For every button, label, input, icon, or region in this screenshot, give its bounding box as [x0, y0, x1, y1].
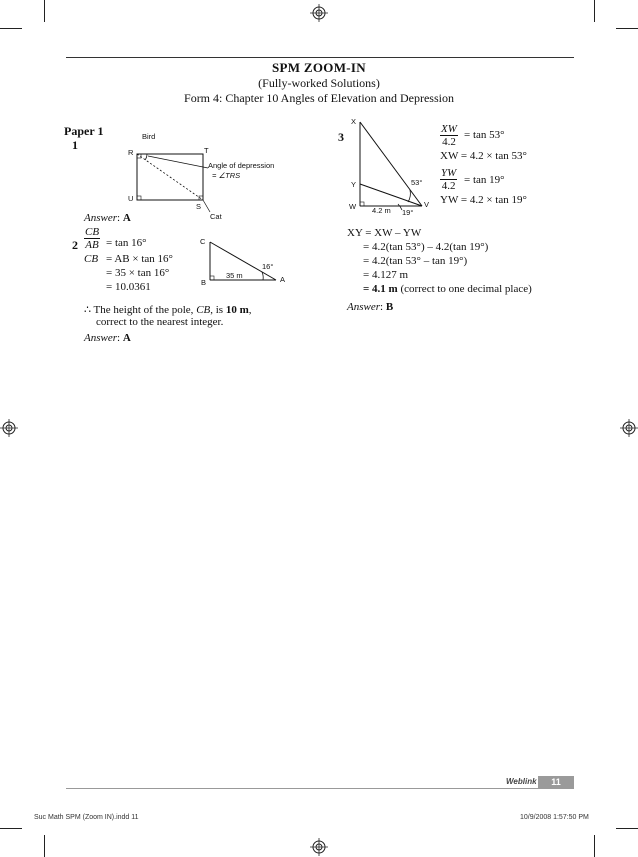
footer-rule [66, 788, 574, 789]
page-number: 11 [538, 776, 574, 789]
label-angle-53: 53° [411, 178, 423, 187]
q2-line1: = tan 16° [106, 237, 147, 249]
q1-answer: Answer: A [84, 212, 131, 224]
angle-note-value: = ∠TRS [212, 171, 241, 180]
q2-diagram [200, 238, 290, 286]
q3-fraction-yw: $\frac{YW}{4.2}$ [441, 167, 457, 192]
paper-label: Paper 1 [64, 124, 104, 138]
label-bird: Bird [142, 132, 156, 141]
crop-mark [594, 0, 595, 22]
crop-mark [0, 28, 22, 29]
label-cat: Cat [210, 212, 222, 221]
label-t: T [204, 146, 209, 155]
weblink-label: Weblink [506, 777, 537, 786]
crop-mark [616, 828, 638, 829]
label-c: C [200, 237, 206, 246]
label-x: X [351, 117, 357, 126]
registration-mark-icon [620, 419, 638, 437]
crop-mark [44, 835, 45, 857]
crop-mark [0, 828, 22, 829]
question-number: 1 [72, 138, 78, 152]
q2-line2-lhs: CB [84, 253, 99, 265]
question-number: 3 [338, 130, 344, 144]
chapter-heading: Form 4: Chapter 10 Angles of Elevation and Depression [184, 91, 454, 105]
q2-conclusion-2: correct to the nearest integer. [96, 316, 224, 328]
file-slug: Suc Math SPM (Zoom IN).indd 11 [34, 814, 139, 821]
q2-answer: Answer: A [84, 332, 131, 344]
q2-line4: = 10.0361 [106, 281, 151, 293]
label-base: 4.2 m [372, 206, 391, 215]
print-timestamp: 10/9/2008 1:57:50 PM [520, 814, 589, 821]
q2-fraction: $\frac{CB}{AB}$ [85, 226, 100, 251]
q3-f1-rhs: = tan 53° [464, 129, 505, 141]
page-subtitle: (Fully-worked Solutions) [258, 76, 380, 90]
q2-line3: = 35 × tan 16° [106, 267, 170, 279]
question-number: 2 [72, 238, 78, 252]
label-r: R [128, 148, 134, 157]
label-a: A [280, 275, 286, 284]
q3-xy-line2: = 4.2(tan 53°) – 4.2(tan 19°) [363, 241, 489, 253]
label-angle: 16° [262, 262, 274, 271]
label-y: Y [351, 180, 357, 189]
label-s: S [196, 202, 202, 211]
q3-f2-line2: YW = 4.2 × tan 19° [440, 194, 527, 206]
q3-xy-line4: = 4.127 m [363, 269, 409, 281]
angle-note: Angle of depression [208, 161, 275, 170]
q3-answer: Answer: B [347, 301, 394, 313]
header-rule [66, 57, 574, 58]
q3-xy-line5: = 4.1 m (correct to one decimal place) [363, 283, 532, 295]
crop-mark [594, 835, 595, 857]
crop-mark [44, 0, 45, 22]
registration-mark-icon [310, 4, 328, 22]
label-angle-19: 19° [402, 208, 414, 217]
label-w: W [349, 202, 357, 211]
q2-line2: = AB × tan 16° [106, 253, 173, 265]
label-b: B [201, 278, 207, 287]
q2-conclusion: ∴ The height of the pole, CB, is 10 m, [84, 304, 252, 316]
registration-mark-icon [310, 838, 328, 856]
q1-diagram [120, 130, 300, 225]
q3-xy-line3: = 4.2(tan 53° – tan 19°) [363, 255, 468, 267]
page-title: SPM ZOOM-IN [272, 60, 366, 75]
q3-f1-line2: XW = 4.2 × tan 53° [440, 150, 527, 162]
label-u: U [128, 194, 134, 203]
label-base: 35 m [226, 271, 243, 280]
q3-diagram [350, 118, 432, 218]
crop-mark [616, 28, 638, 29]
label-v: V [424, 200, 430, 209]
q3-xy-line1: XY = XW – YW [347, 227, 422, 239]
registration-mark-icon [0, 419, 18, 437]
q3-f2-rhs: = tan 19° [464, 174, 505, 186]
q3-fraction-xw: $\frac{XW}{4.2}$ [441, 123, 457, 148]
